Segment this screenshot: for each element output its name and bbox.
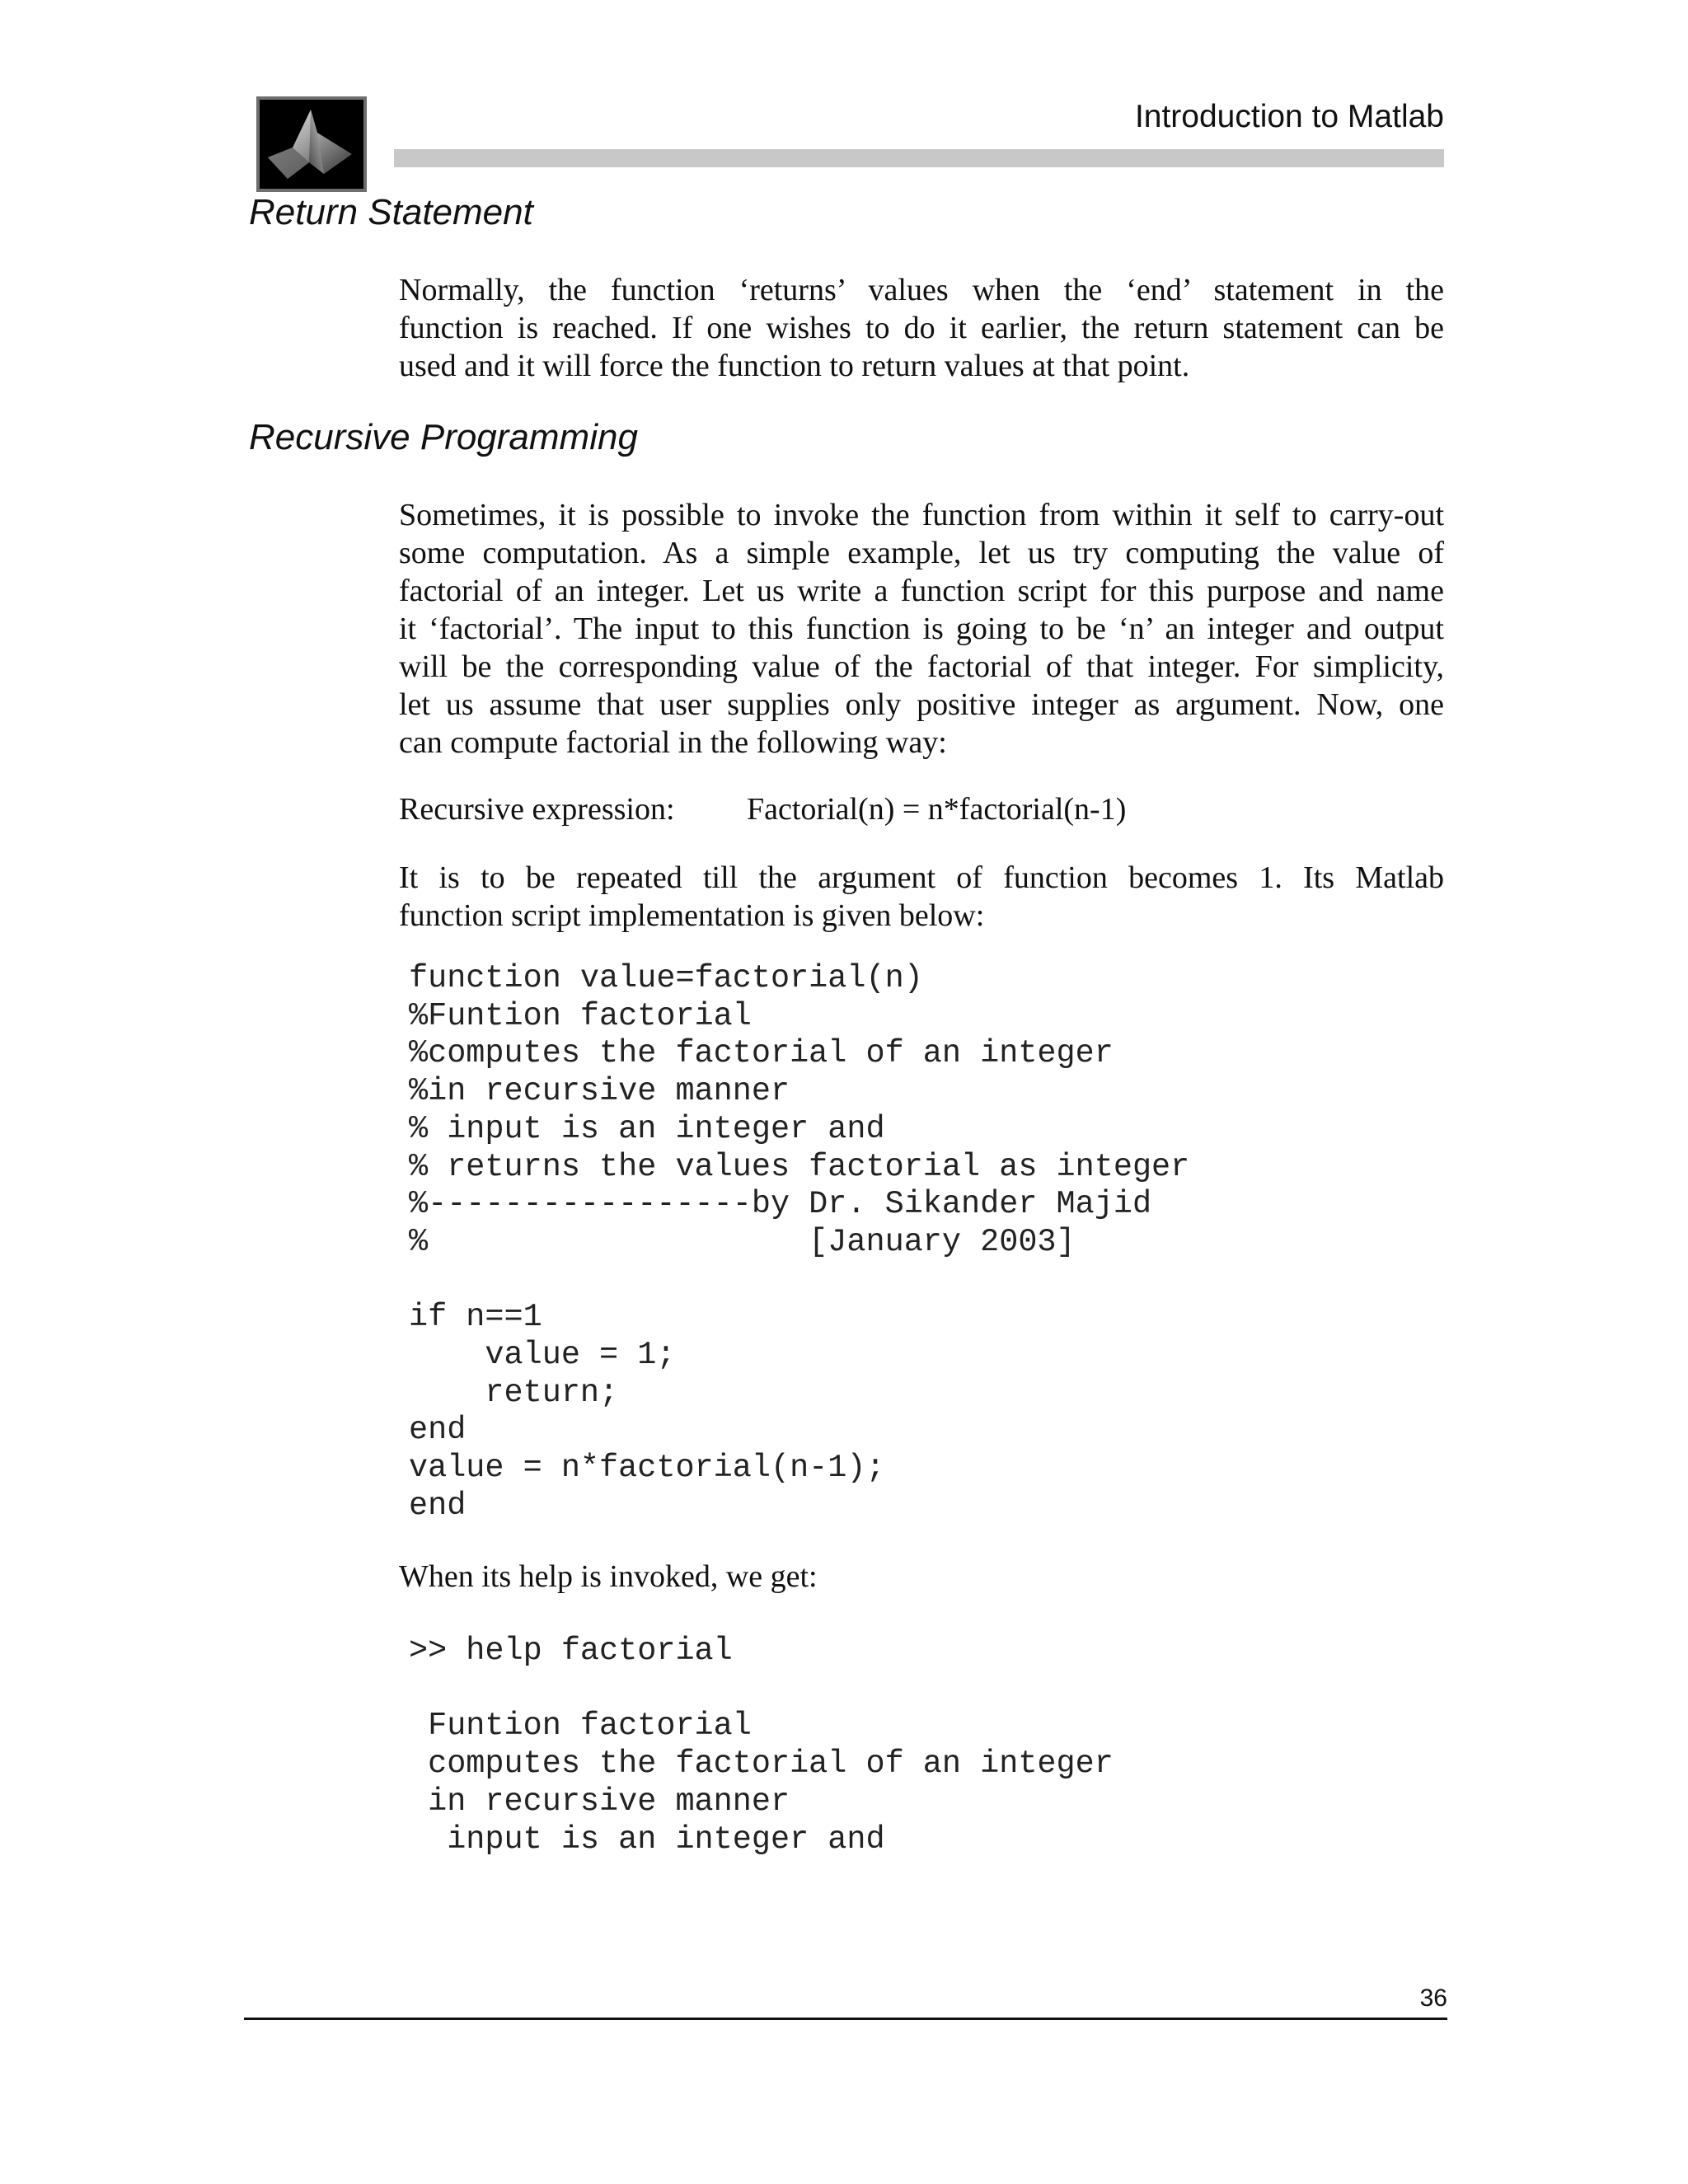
repeat-paragraph [399,859,1444,935]
text-line: Normally, the function ‘returns’ values when the ‘end’ statement in the [399,273,1444,307]
recursive-paragraph [399,496,1444,762]
help-output-block: >> help factorial Funtion factorial computes the factorial of an integer in recursive manner input is an integer and [409,1633,1114,1858]
expression-value: Factorial(n) = n*factorial(n-1) [747,792,1127,827]
matlab-logo [256,96,367,192]
factorial-code-block: function value=factorial(n) %Funtion factorial %computes the factorial of an integer %in recursive manner % input is an integer and % returns the values factorial as integer %-----------------by Dr. Sikander Majid % [January 2003] if n==1 value = 1; return; end value = n*factorial(n-1); end [409,960,1190,1524]
text-line: will be the corresponding value of the factorial of that integer. For simplicity, [399,649,1444,684]
text-line: let us assume that user supplies only positive integer as argument. Now, one [399,687,1444,722]
footer-rule [244,2018,1447,2020]
help-intro [399,1558,1444,1596]
text-line: used and it will force the function to return values at that point. [399,349,1190,383]
matlab-membrane-icon [260,100,363,189]
text-line: factorial of an integer. Let us write a function script for this purpose and name [399,574,1444,608]
page-number: 36 [1419,1985,1447,2012]
section-heading-recursive: Recursive Programming [249,417,638,457]
text-line: Sometimes, it is possible to invoke the function from within it self to carry-out [399,498,1444,532]
text-line: When its help is invoked, we get: [399,1559,818,1594]
text-line: It is to be repeated till the argument of function becomes 1. Its Matlab [399,860,1444,895]
section-heading-return: Return Statement [249,192,533,232]
text-line: function is reached. If one wishes to do it earlier, the return statement can be [399,311,1444,345]
text-line: it ‘factorial’. The input to this function is going to be ‘n’ an integer and output [399,612,1444,646]
text-line: some computation. As a simple example, let us try computing the value of [399,536,1444,570]
text-line: function script implementation is given below: [399,898,985,933]
header-rule [394,149,1444,167]
expression-label: Recursive expression: [399,792,675,827]
return-paragraph [399,271,1444,385]
text-line: can compute factorial in the following way: [399,725,947,760]
header-title: Introduction to Matlab [1134,99,1444,134]
